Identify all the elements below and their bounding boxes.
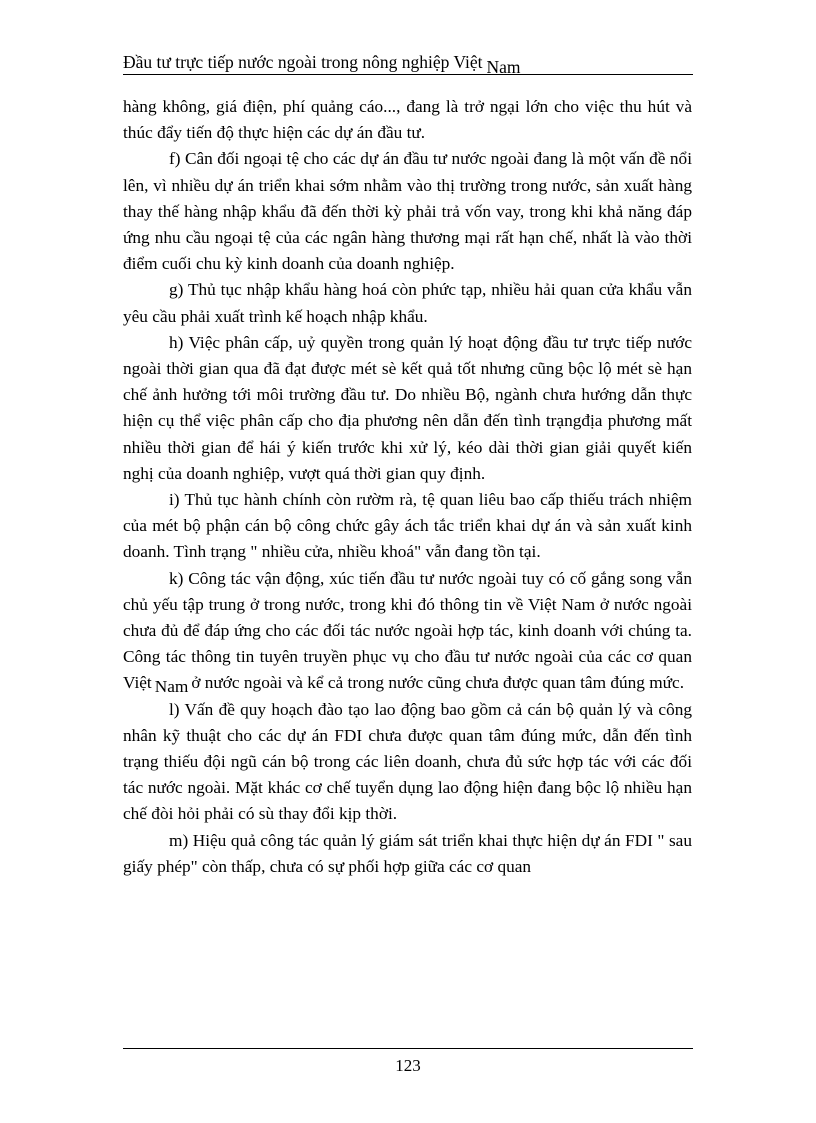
- paragraph-h: h) Việc phân cấp, uỷ quyền trong quản lý hoạt động đầu tư trực tiếp nước ngoài thời gian qua đã đạt được mét sè kết quả tốt nhưng cũng bộc lộ mét sè hạn chế ảnh hưởng tới môi trường đầu tư. Do nhiều Bộ, ngành chưa hướng dẫn thực hiện cụ thể việc phân cấp cho địa phương nên dẫn đến tình trạngđịa phương mất nhiều thời gian để hái ý kiến trước khi xử lý, kéo dài thời gian giải quyết kiến nghị của doanh nghiệp, vượt quá thời gian quy định.: [123, 332, 692, 483]
- paragraph-k-nam: Nam: [154, 677, 189, 697]
- page-header: [123, 50, 693, 75]
- paragraph-f: f) Cân đối ngoại tệ cho các dự án đầu tư nước ngoài đang là một vấn đề nổi lên, vì nhiều dự án triển khai sớm nhằm vào thị trường trong nước, sản xuất hàng thay thế hàng nhập khẩu đã đến thời kỳ phải trả vốn vay, trong khi khả năng đáp ứng nhu cầu ngoại tệ của các ngân hàng thương mại rất hạn chế, nhất là vào thời điểm cuối chu kỳ kinh doanh của doanh nghiệp.: [123, 149, 692, 274]
- page-number: 123: [395, 1056, 421, 1075]
- paragraph-i: i) Thủ tục hành chính còn rườm rà, tệ quan liêu bao cấp thiếu trách nhiệm của mét bộ phận cán bộ công chức gây ách tắc triển khai dự án và sản xuất kinh doanh. Tình trạng " nhiều cửa, nhiều khoá" vẫn đang tồn tại.: [123, 490, 692, 562]
- paragraph-l: l) Vấn đề quy hoạch đào tạo lao động bao gồm cả cán bộ quản lý và công nhân kỹ thuật cho các dự án FDI chưa được quan tâm đúng mức, dẫn đến tình trạng thiếu đội ngũ cán bộ trong các liên doanh, chưa đủ sức hợp tác với các đối tác nước ngoài. Mặt khác cơ chế tuyển dụng lao động hiện đang bộc lộ nhiều hạn chế đòi hỏi phải có sù thay đổi kịp thời.: [123, 699, 692, 824]
- footer-divider: [123, 1048, 693, 1049]
- paragraph-continuation: hàng không, giá điện, phí quảng cáo..., đang là trở ngại lớn cho việc thu hút và thúc đẩy tiến độ thực hiện các dự án đầu tư.: [123, 97, 692, 143]
- header-title-suffix: Nam: [486, 57, 521, 77]
- header-title: Đầu tư trực tiếp nước ngoài trong nông nghiệp Việt: [123, 52, 483, 72]
- paragraph-g: g) Thủ tục nhập khẩu hàng hoá còn phức tạp, nhiều hải quan cửa khẩu vẫn yêu cầu phải xuất trình kế hoạch nhập khẩu.: [123, 280, 692, 326]
- paragraph-m: m) Hiệu quả công tác quản lý giám sát triển khai thực hiện dự án FDI " sau giấy phép" còn thấp, chưa có sự phối hợp giữa các cơ quan: [123, 830, 692, 876]
- paragraph-k-text-start: k) Công tác vận động, xúc tiến đầu tư nước ngoài tuy có cố gắng song vẫn chủ yếu tập trung ở trong nước, trong khi đó thông tin về Việt Nam ở nước ngoài chưa đủ để đáp ứng cho các đối tác nước ngoài hợp tác, kinh doanh với chúng ta. Công tác thông tin tuyên truyền phục vụ cho đầu tư nước ngoài của các cơ quan Việt: [123, 568, 692, 693]
- paragraph-k: [123, 566, 692, 697]
- body-text: [123, 94, 692, 880]
- paragraph-k-text-end: ở nước ngoài và kể cả trong nước cũng chưa được quan tâm đúng mức.: [191, 673, 685, 693]
